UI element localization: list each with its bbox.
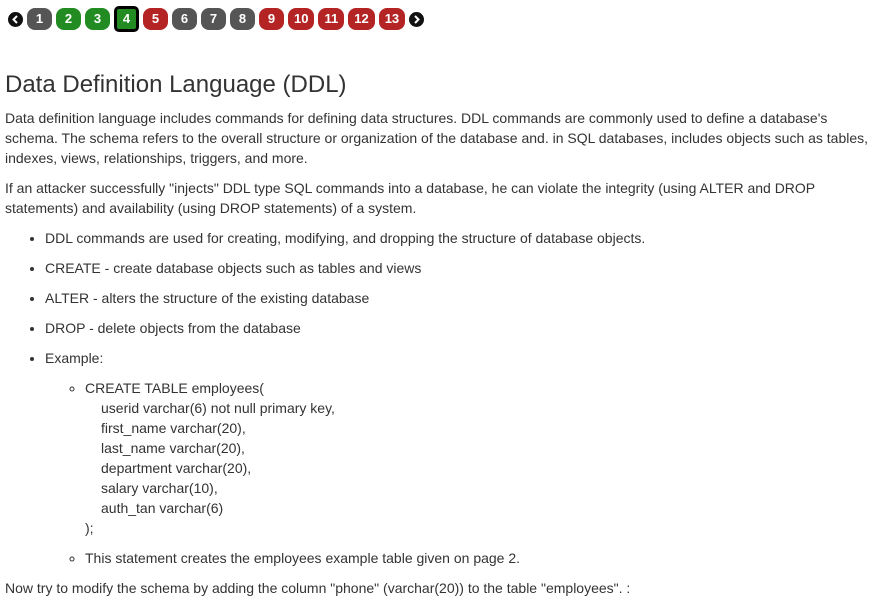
code-line: auth_tan varchar(6) — [101, 500, 224, 516]
list-item: • DROP - delete objects from the database — [45, 318, 871, 338]
code-line: first_name varchar(20), — [101, 420, 246, 436]
next-page-button[interactable] — [409, 12, 424, 27]
lesson-title: Data Definition Language (DDL) — [5, 71, 347, 98]
page-1-button[interactable]: 1 — [27, 8, 52, 30]
ddl-bullet-list — [5, 228, 871, 568]
lesson-pagination — [8, 6, 424, 32]
list-item: • ALTER - alters the structure of the existing database — [45, 288, 871, 308]
page-13-button[interactable]: 13 — [379, 8, 405, 30]
example-label: Example: — [45, 350, 104, 366]
page-7-button[interactable]: 7 — [201, 8, 226, 30]
page-2-button[interactable]: 2 — [56, 8, 81, 30]
previous-page-button[interactable] — [8, 12, 23, 27]
page-6-button[interactable]: 6 — [172, 8, 197, 30]
page-12-button[interactable]: 12 — [348, 8, 374, 30]
code-line: ◦ CREATE TABLE employees( — [85, 380, 264, 396]
example-note: ◦ This statement creates the employees example table given on page 2. — [85, 548, 871, 568]
page-3-button[interactable]: 3 — [85, 8, 110, 30]
chevron-right-icon — [412, 15, 421, 24]
list-item-example — [45, 348, 871, 568]
lesson-content — [5, 108, 871, 606]
code-example — [85, 378, 871, 538]
code-line: department varchar(20), — [101, 460, 252, 476]
page-9-button[interactable]: 9 — [259, 8, 284, 30]
code-line: salary varchar(10), — [101, 480, 218, 496]
code-line: last_name varchar(20), — [101, 440, 245, 456]
page-10-button[interactable]: 10 — [288, 8, 314, 30]
page-11-button[interactable]: 11 — [318, 8, 344, 30]
task-instruction: Now try to modify the schema by adding the column "phone" (varchar(20)) to the table "employees". : — [5, 580, 631, 596]
list-item: • CREATE - create database objects such as tables and views — [45, 258, 871, 278]
chevron-left-icon — [11, 15, 20, 24]
attack-paragraph: If an attacker successfully "injects" DDL type SQL commands into a database, he can violate the integrity (using ALTER and DROP statements) and availability (using DROP statements) of a system. — [5, 180, 815, 216]
page-8-button[interactable]: 8 — [230, 8, 255, 30]
list-item: • DDL commands are used for creating, modifying, and dropping the structure of database objects. — [45, 228, 871, 248]
example-sub-list — [45, 378, 871, 568]
page-4-button-current[interactable]: 4 — [114, 6, 139, 32]
code-line: ); — [85, 520, 94, 536]
intro-paragraph: Data definition language includes commands for defining data structures. DDL commands are commonly used to define a database's schema. The schema refers to the overall structure or organization of the database and. in SQL databases, includes objects such as tables, indexes, views, relationships, triggers, and more. — [5, 110, 869, 166]
page-5-button[interactable]: 5 — [143, 8, 168, 30]
code-line: userid varchar(6) not null primary key, — [101, 400, 335, 416]
